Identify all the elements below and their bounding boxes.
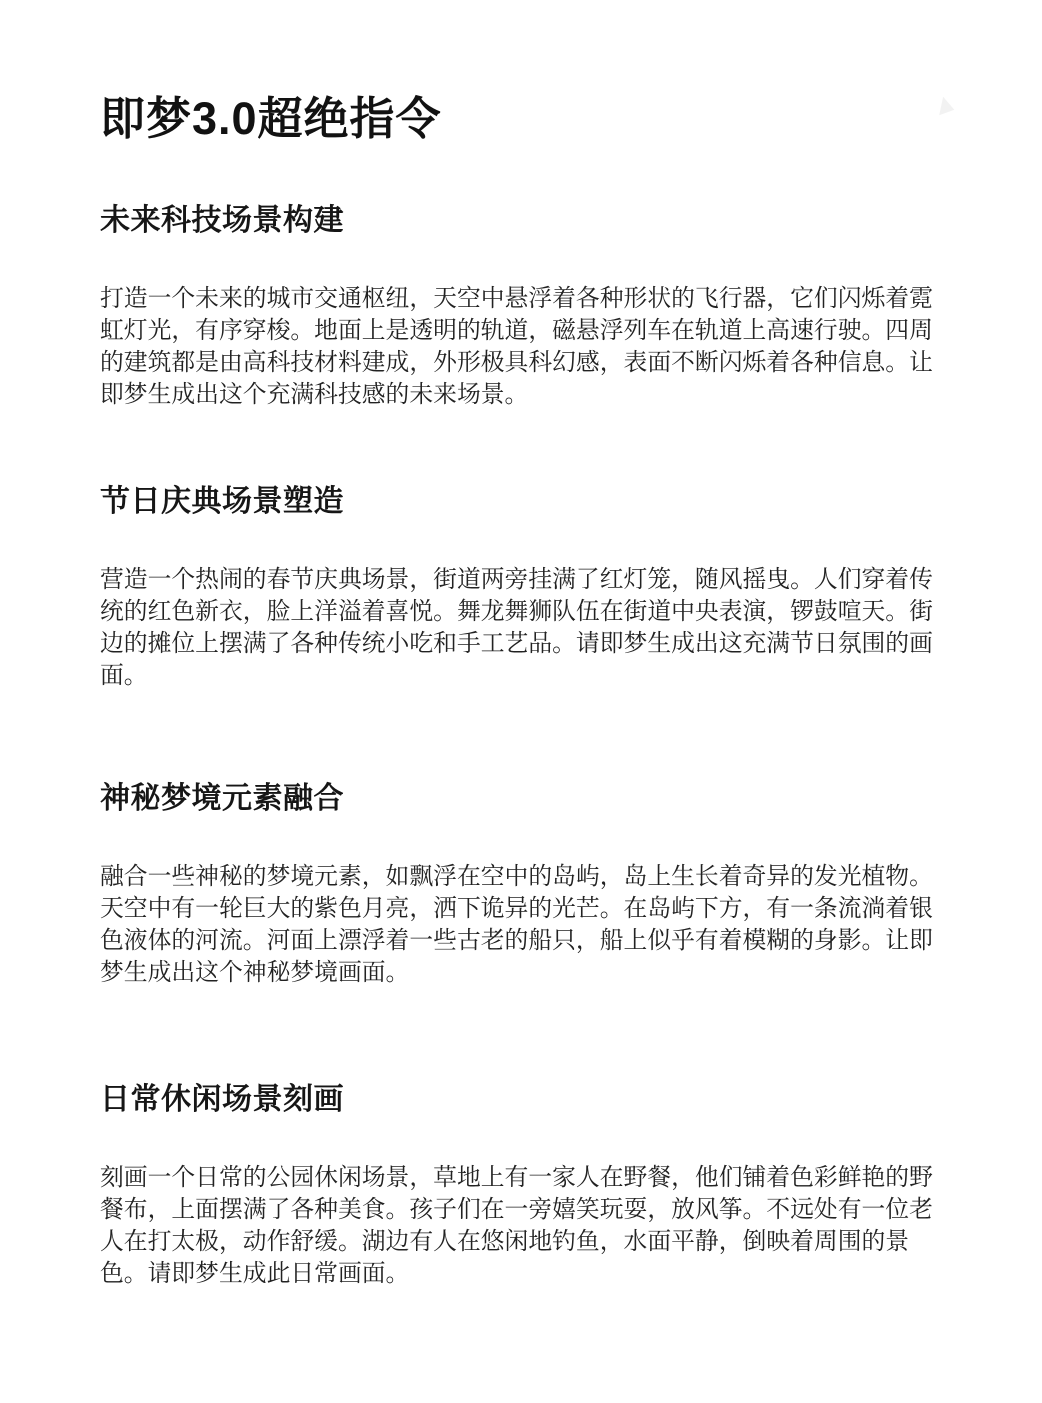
section-festival-scene xyxy=(100,482,936,692)
faint-watermark xyxy=(934,95,955,116)
section-heading-future-tech: 未来科技场景构建 xyxy=(100,204,344,237)
section-paragraph-daily-leisure: 刻画一个日常的公园休闲场景，草地上有一家人在野餐，他们铺着色彩鲜艳的野餐布，上面摆满了各种美食。孩子们在一旁嬉笑玩耍，放风筝。不远处有一位老人在打太极，动作舒缓。湖边有人在悠闲地钓鱼，水面平静，倒映着周围的景色。请即梦生成此日常画面。 xyxy=(100,1164,933,1287)
section-heading-dream: 神秘梦境元素融合 xyxy=(100,782,344,815)
section-paragraph-future-tech: 打造一个未来的城市交通枢纽，天空中悬浮着各种形状的飞行器，它们闪烁着霓虹灯光，有序穿梭。地面上是透明的轨道，磁悬浮列车在轨道上高速行驶。四周的建筑都是由高科技材料建成，外形极具科幻感，表面不断闪烁着各种信息。让即梦生成出这个充满科技感的未来场景。 xyxy=(100,285,933,408)
section-daily-leisure-scene xyxy=(100,1080,936,1290)
section-paragraph-dream: 融合一些神秘的梦境元素，如飘浮在空中的岛屿，岛上生长着奇异的发光植物。天空中有一轮巨大的紫色月亮，洒下诡异的光芒。在岛屿下方，有一条流淌着银色液体的河流。河面上漂浮着一些古老的船只，船上似乎有着模糊的身影。让即梦生成出这个神秘梦境画面。 xyxy=(100,863,933,986)
section-heading-daily-leisure: 日常休闲场景刻画 xyxy=(100,1083,344,1116)
page-title: 即梦3.0超绝指令 xyxy=(100,93,442,144)
section-future-tech-scene xyxy=(100,201,936,411)
section-heading-festival: 节日庆典场景塑造 xyxy=(100,485,344,518)
section-dream-scene xyxy=(100,779,936,989)
section-paragraph-festival: 营造一个热闹的春节庆典场景，街道两旁挂满了红灯笼，随风摇曳。人们穿着传统的红色新衣，脸上洋溢着喜悦。舞龙舞狮队伍在街道中央表演，锣鼓喧天。街边的摊位上摆满了各种传统小吃和手工艺品。请即梦生成出这充满节日氛围的画面。 xyxy=(100,566,933,689)
